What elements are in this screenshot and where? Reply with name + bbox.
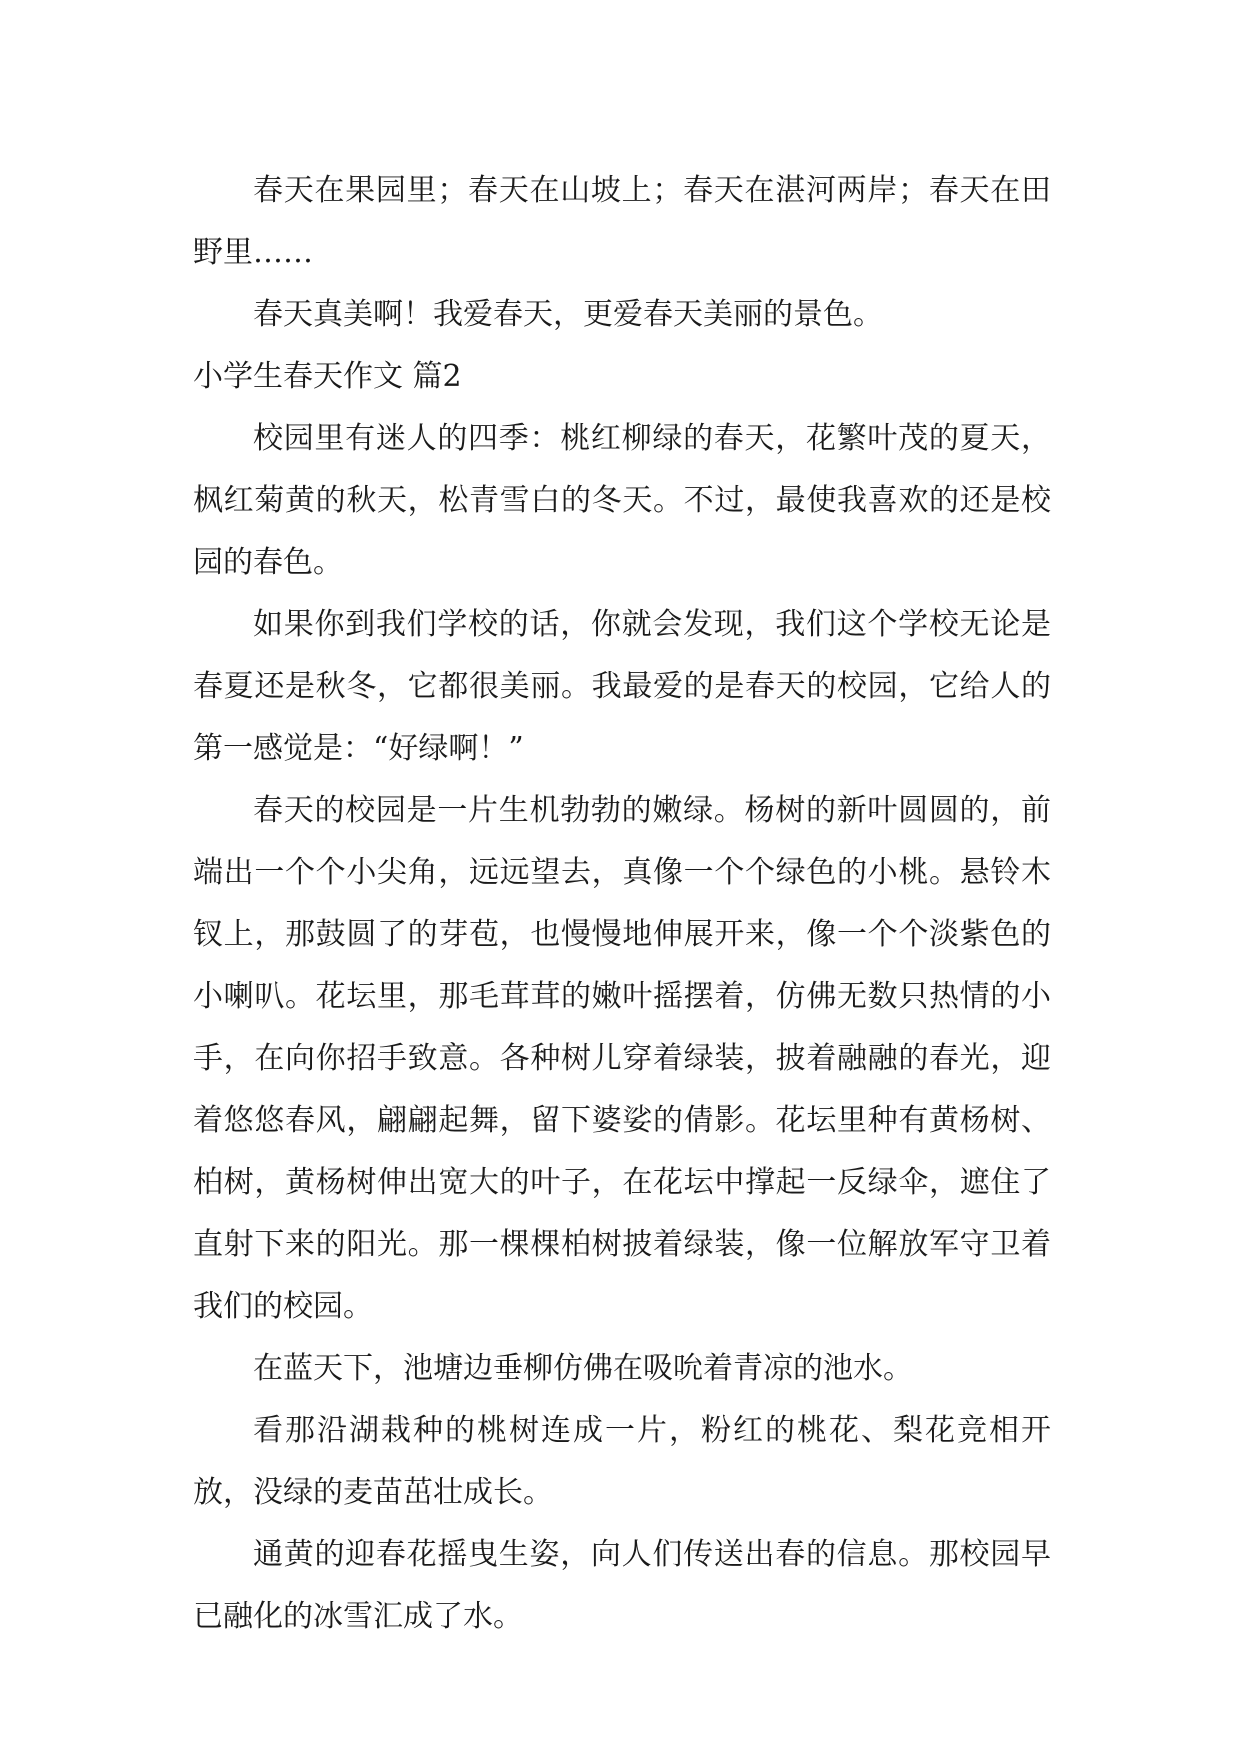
paragraph: 春天的校园是一片生机勃勃的嫩绿。杨树的新叶圆圆的，前端出一个个小尖角，远远望去，真像一个个绿色的小桃。悬铃木钗上，那鼓圆了的芽苞，也慢慢地伸展开来，像一个个淡紫色的小喇叭。花坛里，那毛茸茸的嫩叶摇摆着，仿佛无数只热情的小手，在向你招手致意。各种树儿穿着绿装，披着融融的春光，迎着悠悠春风，翩翩起舞，留下婆娑的倩影。花坛里种有黄杨树、柏树，黄杨树伸出宽大的叶子，在花坛中撑起一反绿伞，遮住了直射下来的阳光。那一棵棵柏树披着绿装，像一位解放军守卫着我们的校园。 — [193, 793, 1051, 1324]
paragraph: 如果你到我们学校的话，你就会发现，我们这个学校无论是春夏还是秋冬，它都很美丽。我最爱的是春天的校园，它给人的第一感觉是：“好绿啊！” — [193, 607, 1051, 766]
section-heading: 小学生春天作文 篇2 — [193, 359, 462, 394]
paragraph: 看那沿湖栽种的桃树连成一片，粉红的桃花、梨花竞相开放，没绿的麦苗茁壮成长。 — [193, 1413, 1051, 1510]
paragraph: 春天在果园里；春天在山坡上；春天在湛河两岸；春天在田野里…… — [193, 173, 1051, 270]
paragraph: 通黄的迎春花摇曳生姿，向人们传送出春的信息。那校园早已融化的冰雪汇成了水。 — [193, 1537, 1051, 1634]
paragraph: 校园里有迷人的四季：桃红柳绿的春天，花繁叶茂的夏天，枫红菊黄的秋天，松青雪白的冬天。不过，最使我喜欢的还是校园的春色。 — [193, 421, 1051, 580]
document-body — [193, 160, 1051, 1648]
paragraph: 春天真美啊！我爱春天，更爱春天美丽的景色。 — [253, 297, 883, 332]
paragraph: 在蓝天下，池塘边垂柳仿佛在吸吮着青凉的池水。 — [253, 1351, 913, 1386]
